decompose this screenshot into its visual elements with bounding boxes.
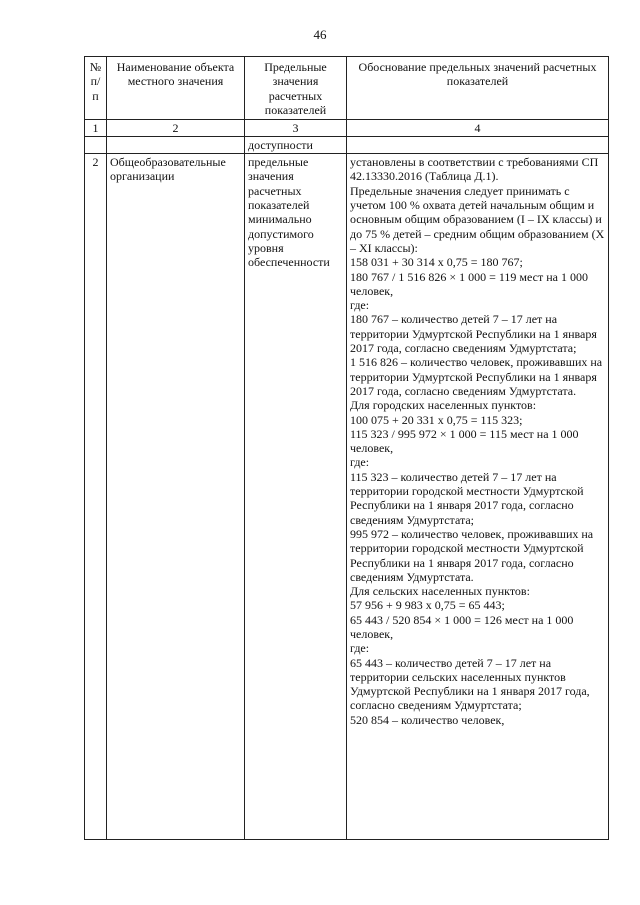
justification-line: Предельные значения следует принимать с учетом 100 % охвата детей начальным общим и основным общим образованием (I – IX классы) и до 75 % детей – средним общим образованием (X – XI классы): — [350, 183, 605, 255]
normative-table — [84, 56, 609, 840]
row-number: 2 — [85, 154, 107, 840]
justification-line: 100 075 + 20 331 х 0,75 = 115 323; — [350, 412, 523, 427]
justification-line: 158 031 + 30 314 х 0,75 = 180 767; — [350, 255, 523, 270]
column-index: 3 — [245, 120, 347, 137]
column-index-row — [85, 120, 609, 137]
column-index: 4 — [347, 120, 609, 137]
justification-line: 115 323 / 995 972 × 1 000 = 115 мест на 1 000 человек, — [350, 426, 579, 456]
continuation-row — [85, 137, 609, 154]
header-justification: Обоснование предельных значений расчетных показателей — [347, 57, 609, 120]
justification-line: 520 854 – количество человек, — [350, 712, 505, 727]
justification-line: 995 972 – количество человек, проживавших на территории городской местности Удмуртской Республики на 1 января 2017 года, согласно сведениям Удмуртстата. — [350, 526, 594, 584]
justification-line: где: — [350, 455, 370, 470]
column-index: 2 — [107, 120, 245, 137]
justification-line: 180 767 – количество детей 7 – 17 лет на территории Удмуртской Республики на 1 января 2017 года, согласно сведениям Удмуртстата; — [350, 312, 597, 356]
continuation-text: доступности — [245, 137, 347, 154]
justification-line: 115 323 – количество детей 7 – 17 лет на территории городской местности Удмуртской Республики на 1 января 2017 года, согласно сведениям Удмуртстата; — [350, 469, 584, 527]
justification-cell — [347, 154, 609, 840]
header-number: № п/п — [85, 57, 107, 120]
empty-cell — [85, 137, 107, 154]
justification-line: установлены в соответствии с требованиями СП 42.13330.2016 (Таблица Д.1). — [350, 155, 599, 184]
empty-cell — [347, 137, 609, 154]
column-index: 1 — [85, 120, 107, 137]
justification-line: Для сельских населенных пунктов: — [350, 584, 530, 599]
header-indicator-values: Предельные значения расчетных показателей — [245, 57, 347, 120]
justification-line: 65 443 / 520 854 × 1 000 = 126 мест на 1 000 человек, — [350, 612, 574, 641]
header-object-name: Наименование объекта местного значения — [107, 57, 245, 120]
table-header-row — [85, 57, 609, 120]
justification-line: 65 443 – количество детей 7 – 17 лет на территории сельских населенных пунктов Удмуртской Республики на 1 января 2017 года, согласно сведениям Удмуртстата; — [350, 655, 590, 713]
justification-line: 1 516 826 – количество человек, проживавших на территории Удмуртской Республики на 1 января 2017 года, согласно сведениям Удмуртстата. — [350, 355, 603, 398]
justification-line: Для городских населенных пунктов: — [350, 398, 537, 413]
page-number: 46 — [313, 27, 327, 42]
justification-line: где: — [350, 641, 370, 656]
justification-line: 57 956 + 9 983 х 0,75 = 65 443; — [350, 598, 505, 613]
empty-cell — [107, 137, 245, 154]
indicator-cell: предельные значения расчетных показателей минимально допустимого уровня обеспеченности — [245, 154, 347, 840]
table-row — [85, 154, 609, 840]
justification-line: 180 767 / 1 516 826 × 1 000 = 119 мест на 1 000 человек, — [350, 269, 588, 298]
justification-line: где: — [350, 298, 370, 313]
object-name-cell: Общеобразовательные организации — [107, 154, 245, 840]
